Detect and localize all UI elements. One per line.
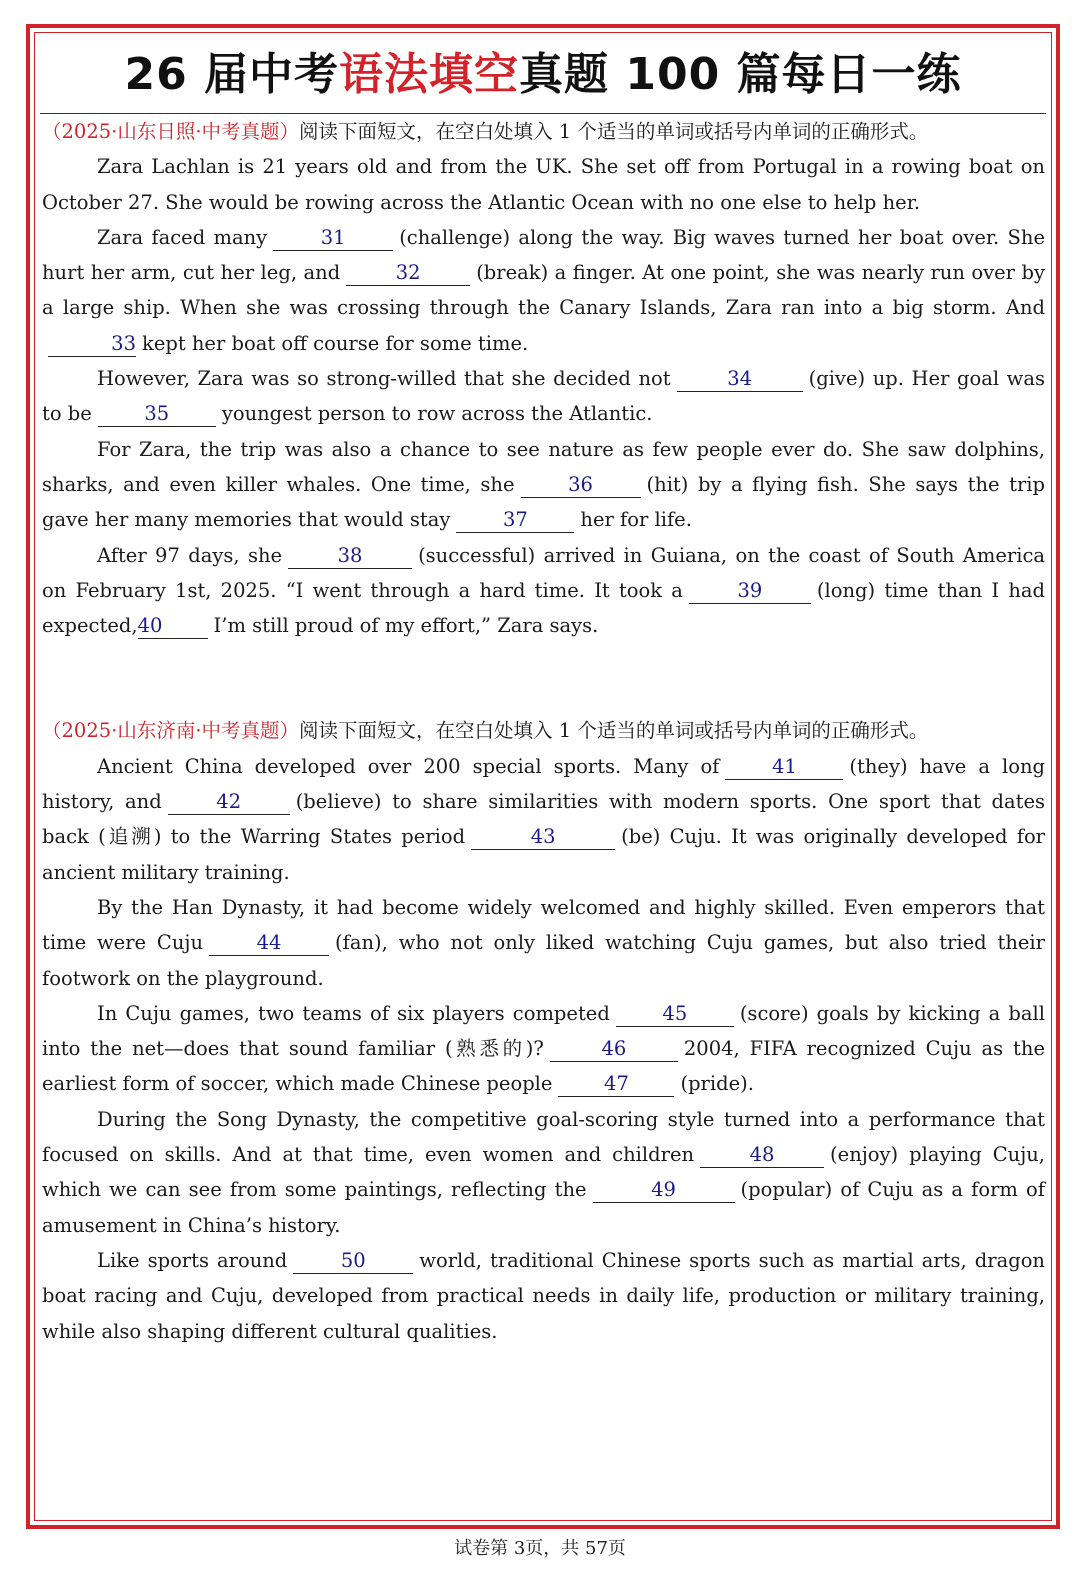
question-header [42,713,1045,748]
blank-43[interactable]: 43 [471,825,615,850]
passage-text: During the Song Dynasty, the competitive goal-scoring style turned into a performance that focused on skills. And at that time, even women and children [42,1107,1045,1167]
blank-50[interactable]: 50 [293,1249,413,1274]
passage-text: (successful) arrived in Guiana, on the coast of South America on February 1st, 2025. “I went through a hard time. It took a [42,543,1046,602]
blank-36[interactable]: 36 [521,473,641,498]
blank-49[interactable]: 49 [593,1178,735,1203]
passage-text: (fan), who not only liked watching Cuju games, but also tried their footwork on the playground. [42,931,1045,990]
passage-paragraph [42,1243,1045,1349]
question-header [42,114,1045,149]
passage-text: (popular) of Cuju as a form of amusement in China’s history. [42,1178,1045,1237]
passage-text: youngest person to row across the Atlantic. [221,402,653,426]
question-source: （2025·山东日照·中考真题） [42,120,300,143]
passage-paragraph [42,220,1045,361]
blank-38[interactable]: 38 [288,544,412,569]
passage-text: (believe) to share similarities with modern sports. One sport that dates back (追溯) to the Warring States period [42,790,1045,849]
question-instruction: 阅读下面短文，在空白处填入 1 个适当的单词或括号内单词的正确形式。 [299,719,929,743]
passage-text: By the Han Dynasty, it had become widely welcomed and highly skilled. Even emperors that time were Cuju [42,895,1045,955]
passage-text: (be) Cuju. It was originally developed for ancient military training. [42,825,1046,884]
page-title [34,38,1052,102]
blank-32[interactable]: 32 [346,261,470,286]
passage-text: Ancient China developed over 200 special sports. Many of [97,754,720,778]
passage-text: (challenge) along the way. Big waves turned her boat over. She hurt her arm, cut her leg, and [42,225,1045,285]
passage-text: I’m still proud of my effort,” Zara says. [213,614,599,638]
passage-text: (give) up. Her goal was to be [42,367,1045,426]
question-source: （2025·山东济南·中考真题） [42,719,300,743]
title-highlight: 语法填空 [339,49,520,100]
blank-46[interactable]: 46 [550,1037,678,1062]
passage-text: her for life. [580,508,692,532]
passage-text: (hit) by a flying fish. She says the trip gave her many memories that would stay [42,472,1045,532]
passage-text: (break) a finger. At one point, she was nearly run over by a large ship. When she was crossing through the Canary Islands, Zara ran into a big storm. And [42,261,1046,320]
blank-41[interactable]: 41 [725,755,843,780]
passage-text: Like sports around [97,1248,288,1272]
exercise-content [42,114,1045,1349]
passage-paragraph [42,996,1045,1102]
blank-48[interactable]: 48 [700,1143,824,1168]
title-prefix: 26 届中考 [124,49,340,100]
passage-text: For Zara, the trip was also a chance to see nature as few people ever do. She saw dolphins, sharks, and even killer whales. One time, she [42,437,1045,496]
exercise-section-2 [42,713,1045,1348]
blank-40[interactable]: 40 [138,614,208,639]
blank-45[interactable]: 45 [616,1002,734,1027]
passage-text: In Cuju games, two teams of six players competed [97,1001,610,1025]
passage-paragraph [42,538,1045,644]
passage-paragraph [42,361,1045,432]
passage-text: (enjoy) playing Cuju, which we can see from some paintings, reflecting the [42,1143,1046,1202]
blank-42[interactable]: 42 [168,790,290,815]
blank-34[interactable]: 34 [677,367,803,392]
blank-37[interactable]: 37 [456,508,574,533]
passage-text: After 97 days, she [97,543,283,567]
blank-35[interactable]: 35 [98,402,216,427]
passage-paragraph [42,890,1045,996]
blank-33[interactable]: 33 [48,332,136,357]
passage-text: Zara faced many [97,225,268,249]
passage-text: (pride). [680,1072,754,1096]
passage-paragraph [42,749,1045,890]
passage-paragraph [42,1102,1045,1243]
passage-text: 2004, FIFA recognized Cuju as the earliest form of soccer, which made Chinese people [42,1037,1045,1096]
passage-paragraph [42,432,1045,538]
passage-text: (long) time than I had expected, [42,578,1045,638]
question-instruction: 阅读下面短文，在空白处填入 1 个适当的单词或括号内单词的正确形式。 [299,120,929,143]
passage-text: (they) have a long history, and [42,754,1045,814]
passage-paragraph: Zara Lachlan is 21 years old and from the UK. She set off from Portugal in a rowing boat on October 27. She would be rowing across the Atlantic Ocean with no one else to help her. [42,155,1045,214]
blank-47[interactable]: 47 [558,1072,674,1097]
blank-39[interactable]: 39 [689,579,811,604]
passage-text: kept her boat off course for some time. [142,331,529,355]
passage-text: world, traditional Chinese sports such as martial arts, dragon boat racing and Cuju, developed from practical needs in daily life, production or military training, while also shaping different cultural qualities. [42,1248,1045,1343]
title-suffix: 真题 100 篇每日一练 [519,49,962,100]
blank-31[interactable]: 31 [273,226,393,251]
exercise-section-1 [42,114,1045,643]
page-footer: 试卷第 3页，共 57页 [454,1538,626,1559]
blank-44[interactable]: 44 [209,931,329,956]
passage-text: (score) goals by kicking a ball into the net—does that sound familiar (熟悉的)? [42,1001,1045,1061]
passage-text: However, Zara was so strong-willed that she decided not [97,367,671,391]
